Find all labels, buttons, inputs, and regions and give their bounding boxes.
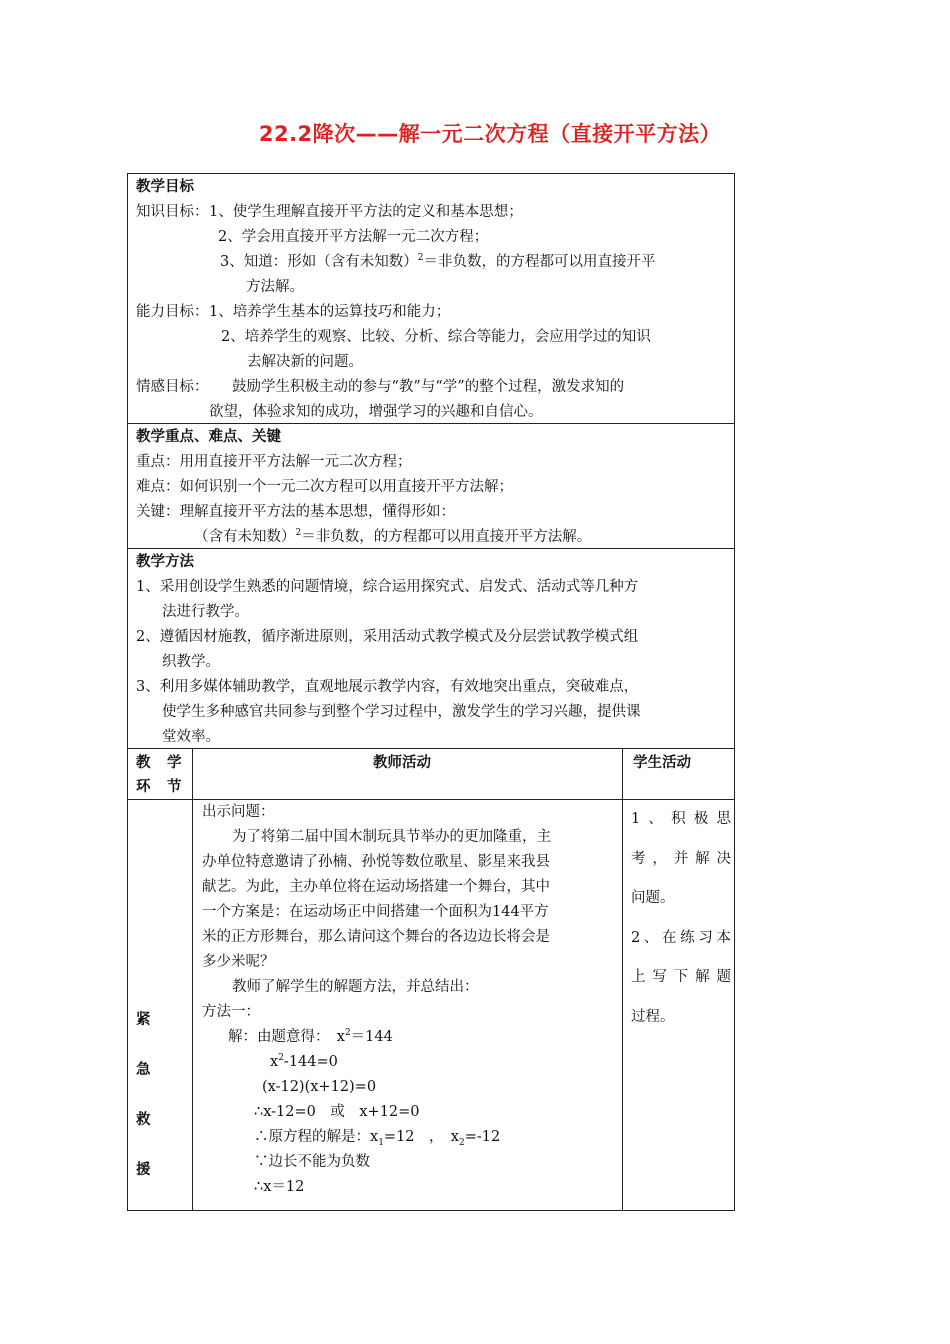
- difficulty-text: 难点：如何识别一个一元二次方程可以用直接开平方法解；: [136, 479, 513, 495]
- teacher-line: 办单位特意邀请了孙楠、孙悦等数位歌星、影星来我县: [202, 854, 550, 870]
- student-line: 过程。: [631, 1008, 675, 1025]
- method-1: 1、采用创设学生熟悉的问题情境，综合运用探究式、启发式、活动式等几种方: [136, 579, 639, 595]
- teacher-line: 教师了解学生的解题方法，并总结出：: [232, 979, 479, 995]
- teacher-line: 出示问题：: [202, 804, 275, 820]
- teacher-line: 为了将第二届中国木制玩具节举办的更加隆重，主: [232, 829, 551, 845]
- student-line: 2、在练习本: [631, 929, 731, 946]
- teacher-line: 米的正方形舞台，那么请问这个舞台的各边边长将会是: [202, 929, 550, 945]
- knowledge-3: 3、知道：形如（含有未知数）$^2$＝非负数，的方程都可以用直接开平: [220, 253, 656, 270]
- equation-line: (x-12)(x+12)=0: [262, 1079, 377, 1095]
- stage-char: 救: [136, 1112, 151, 1128]
- equation-line: ∴原方程的解是：$x_1=12$ ， $x_2=-12$: [254, 1129, 501, 1148]
- equation-line: $x^2-144=0$: [270, 1053, 338, 1070]
- objectives-heading: 教学目标: [136, 179, 194, 195]
- method-3-cont2: 堂效率。: [162, 729, 220, 745]
- key-text: 关键：理解直接开平方法的基本思想，懂得形如：: [136, 504, 455, 520]
- method-1-cont: 法进行教学。: [162, 604, 249, 620]
- equation-line: ∴x＝12: [254, 1179, 305, 1195]
- teacher-line: 多少米呢？: [202, 954, 275, 970]
- equation-line: ∵边长不能为负数: [254, 1154, 370, 1170]
- method-3: 3、利用多媒体辅助教学，直观地展示教学内容，有效地突出重点，突破难点，: [136, 679, 639, 695]
- method-3-cont: 使学生多种感官共同参与到整个学习过程中，激发学生的学习兴趣，提供课: [162, 704, 641, 720]
- teacher-line: 一个方案是：在运动场正中间搭建一个面积为144平方: [202, 904, 549, 920]
- keypoints-heading: 教学重点、难点、关键: [136, 429, 281, 445]
- ability-2: 2、培养学生的观察、比较、分析、综合等能力，会应用学过的知识: [221, 329, 651, 345]
- teacher-activity-header: 教师活动: [373, 755, 431, 771]
- stage-char: 急: [136, 1062, 151, 1078]
- methods-heading: 教学方法: [136, 554, 194, 570]
- key-text-cont: （含有未知数）$^2$＝非负数，的方程都可以用直接开平方法解。: [194, 528, 592, 545]
- ability-label: 能力目标：: [136, 304, 209, 320]
- knowledge-1: 1、使学生理解直接开平方法的定义和基本思想；: [209, 204, 523, 220]
- ability-1: 1、培养学生基本的运算技巧和能力；: [209, 304, 451, 320]
- teacher-line: 方法一：: [202, 1004, 260, 1020]
- student-line: 1、积极思: [631, 811, 731, 827]
- method-2: 2、遵循因材施教，循序渐进原则，采用活动式教学模式及分层尝试教学模式组: [136, 629, 639, 645]
- stage-header-2: 环 节: [136, 779, 183, 795]
- emotion-text-cont: 欲望，体验求知的成功，增强学习的兴趣和自信心。: [209, 404, 543, 420]
- knowledge-label: 知识目标：: [136, 204, 209, 220]
- stage-header: 教 学: [136, 755, 183, 771]
- focus-text: 重点：用用直接开平方法解一元二次方程；: [136, 454, 412, 470]
- method-2-cont: 织教学。: [162, 654, 220, 670]
- stage-char: 援: [136, 1162, 151, 1178]
- equation-line: ∴x-12=0 或 x+12=0: [254, 1104, 420, 1120]
- emotion-label: 情感目标：: [136, 379, 209, 395]
- col-divider: [192, 748, 193, 1211]
- student-line: 考，并解决: [631, 850, 731, 867]
- ability-2-cont: 去解决新的问题。: [247, 354, 363, 370]
- knowledge-2: 2、学会用直接开平方法解一元二次方程；: [218, 229, 489, 245]
- equation-line: 解：由题意得： $x^2=144$: [228, 1028, 393, 1045]
- col-divider: [622, 748, 623, 1211]
- knowledge-3-cont: 方法解。: [246, 279, 304, 295]
- student-activity-header: 学生活动: [633, 755, 691, 771]
- page-title: 22.2降次——解一元二次方程（直接开平方法）: [258, 122, 722, 146]
- emotion-text: 鼓励学生积极主动的参与“教”与“学”的整个过程，激发求知的: [232, 379, 625, 395]
- student-activity: [631, 800, 731, 1037]
- teacher-line: 献艺。为此，主办单位将在运动场搭建一个舞台，其中: [202, 879, 550, 895]
- student-line: 上写下解题: [631, 969, 731, 985]
- stage-char: 紧: [136, 1012, 151, 1028]
- student-line: 问题。: [631, 890, 675, 906]
